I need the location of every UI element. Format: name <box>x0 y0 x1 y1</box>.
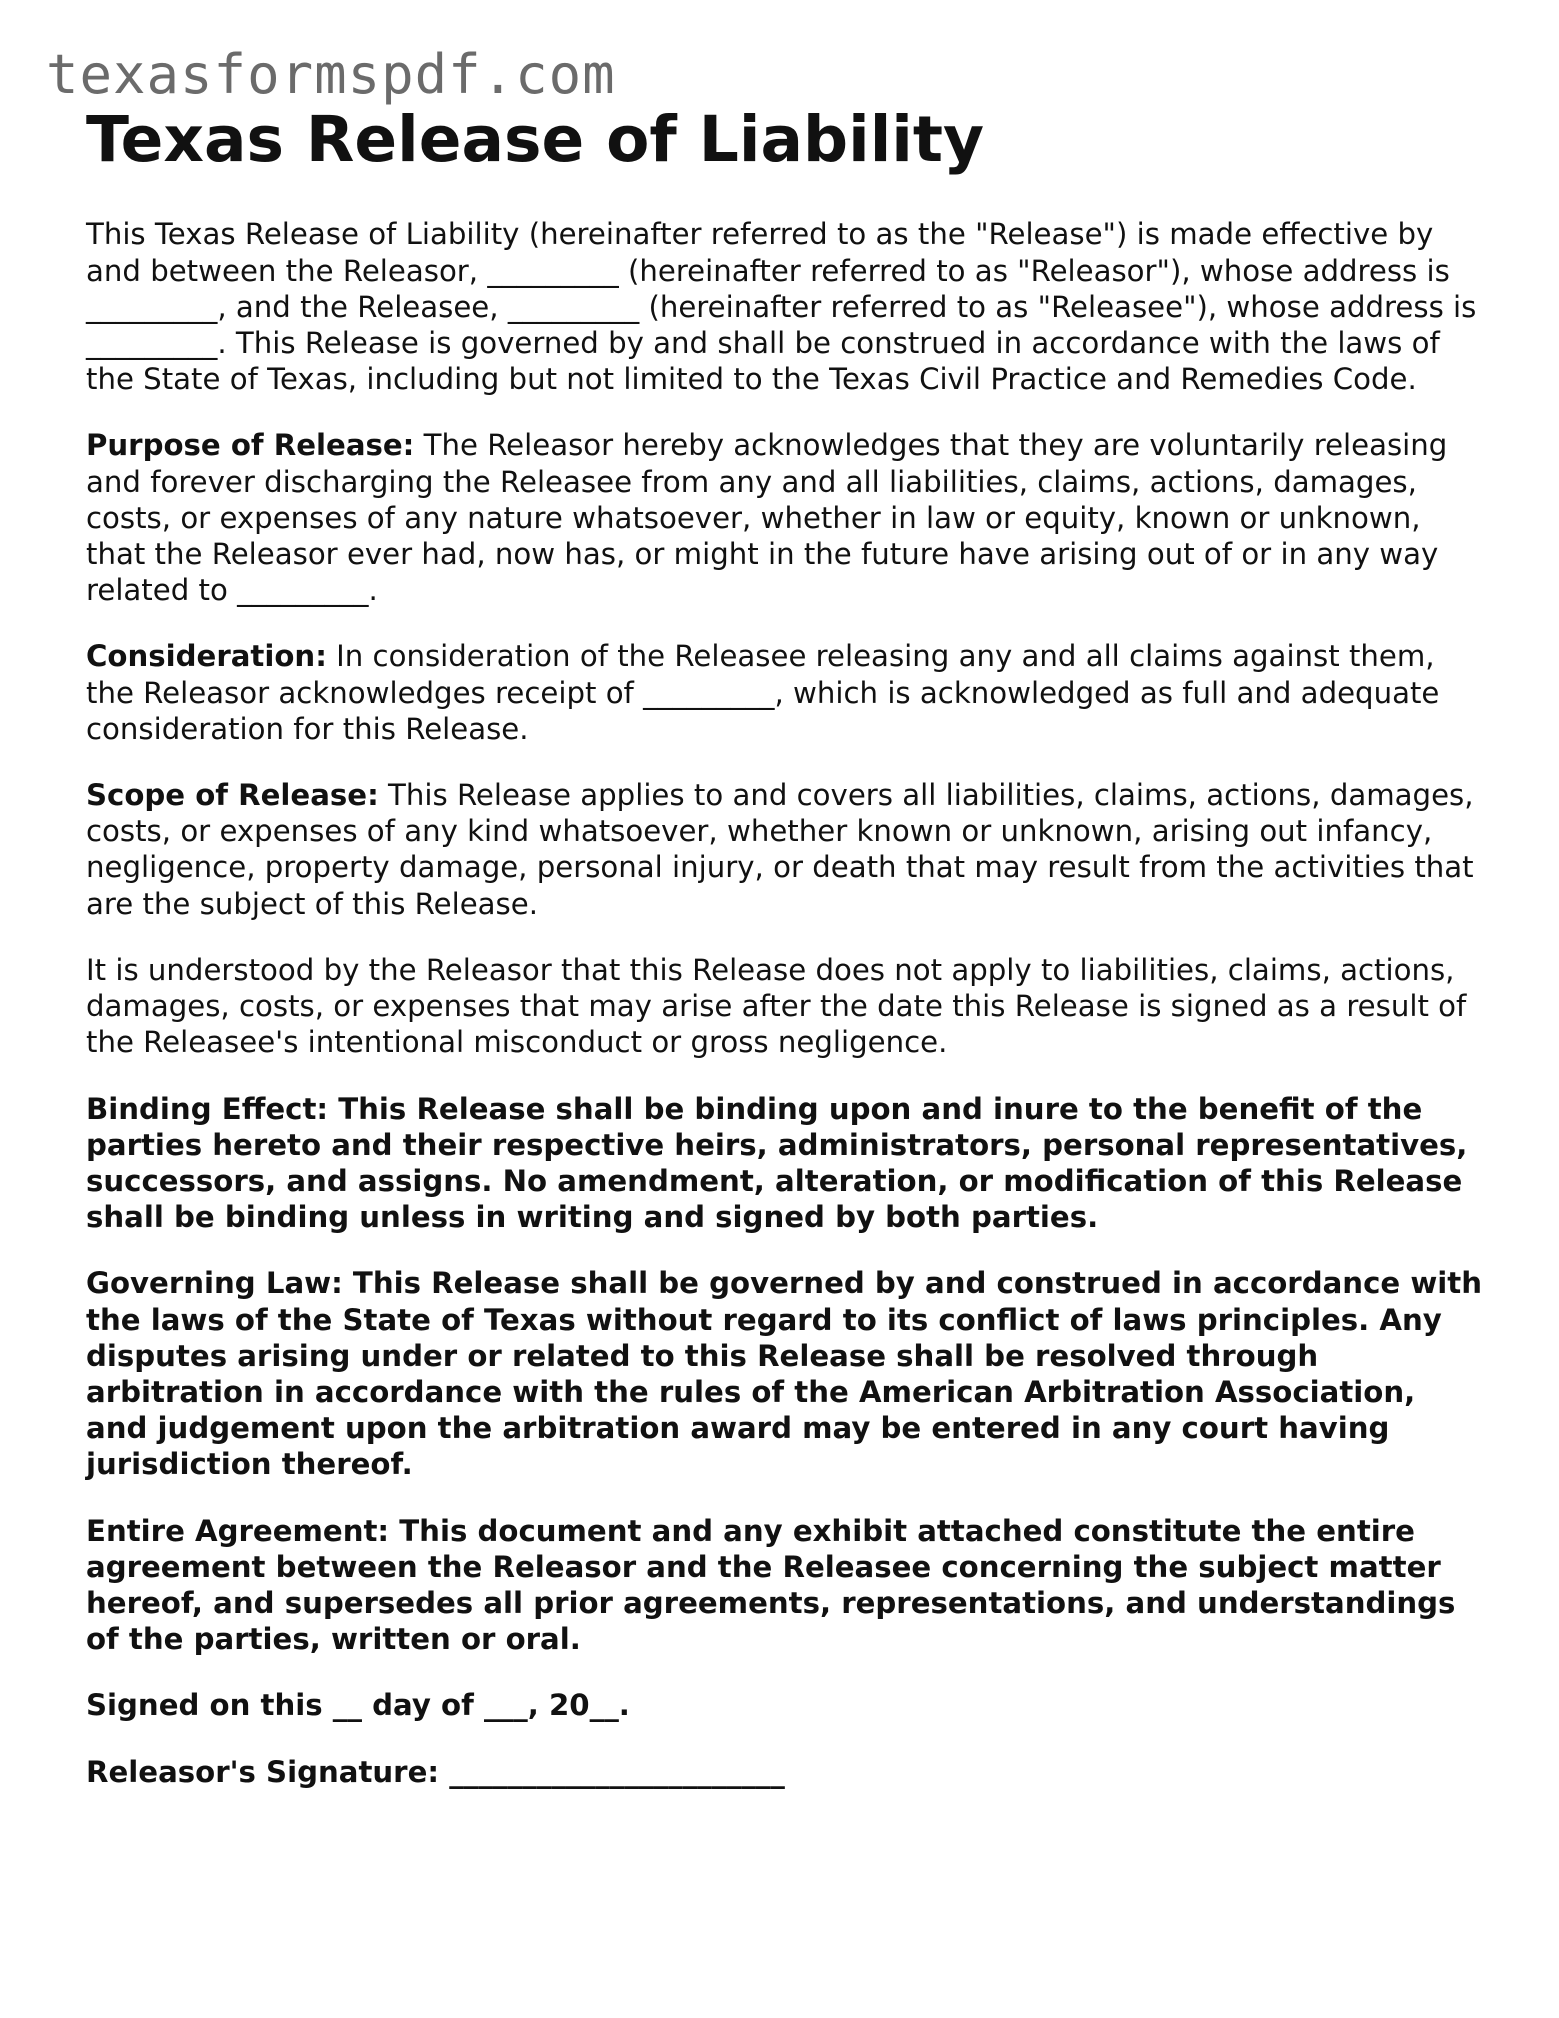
document-body <box>86 104 1486 1820</box>
consideration-label: Consideration: <box>86 639 327 674</box>
intro-paragraph: This Texas Release of Liability (hereinafter referred to as the "Release") is made effective by and between the Releasor, _________ (hereinafter referred to as "Releasor"), whose address is _________, and the Releasee, _________ (hereinafter referred to as "Releasee"), whose address is _________. This Release is governed by and shall be construed in accordance with the laws of the State of Texas, including but not limited to the Texas Civil Practice and Remedies Code. <box>86 217 1477 397</box>
entire-agreement-paragraph: Entire Agreement: This document and any exhibit attached constitute the entire agreement between the Releasor and the Releasee concerning the subject matter hereof, and supersedes all prior agreements, representations, and understandings of the parties, written or oral. <box>86 1513 1456 1657</box>
signed-date-line: Signed on this __ day of ___, 20__. <box>86 1688 630 1723</box>
site-watermark: texasformspdf.com <box>46 43 616 106</box>
binding-effect-paragraph: Binding Effect: This Release shall be binding upon and inure to the benefit of the parties hereto and their respective heirs, administrators, personal representatives, successors, and assigns. No amendment, alteration, or modification of this Release shall be binding unless in writing and signed by both parties. <box>86 1091 1468 1235</box>
purpose-text: The Releasor hereby acknowledges that they are voluntarily releasing and forever discharging the Releasee from any and all liabilities, claims, actions, damages, costs, or expenses of any nature whatsoever, whether in law or equity, known or unknown, that the Releasor ever had, now has, or might in the future have arising out of or in any way related to _________. <box>86 428 1448 608</box>
consideration-paragraph <box>86 638 1486 747</box>
releasor-signature-line: Releasor's Signature: _______________________ <box>86 1754 785 1789</box>
scope-label: Scope of Release: <box>86 778 379 813</box>
exception-paragraph: It is understood by the Releasor that this Release does not apply to liabilities, claims, actions, damages, costs, or expenses that may arise after the date this Release is signed as a result of the Releasee's intentional misconduct or gross negligence. <box>86 952 1467 1060</box>
scope-paragraph <box>86 777 1486 922</box>
governing-law-paragraph: Governing Law: This Release shall be governed by and construed in accordance with the laws of the State of Texas without regard to its conflict of laws principles. Any disputes arising under or related to this Release shall be resolved through arbitration in accordance with the rules of the American Arbitration Association, and judgement upon the arbitration award may be entered in any court having jurisdiction thereof. <box>86 1266 1483 1482</box>
purpose-paragraph <box>86 427 1486 608</box>
consideration-text: In consideration of the Releasee releasing any and all claims against them, the Releasor acknowledges receipt of _________, which is acknowledged as full and adequate consideration for this Release. <box>86 639 1440 746</box>
purpose-label: Purpose of Release: <box>86 428 415 463</box>
scope-text: This Release applies to and covers all liabilities, claims, actions, damages, costs, or expenses of any kind whatsoever, whether known or unknown, arising out infancy, negligence, property damage, personal injury, or death that may result from the activities that are the subject of this Release. <box>86 778 1474 921</box>
document-title: Texas Release of Liability <box>86 103 985 176</box>
